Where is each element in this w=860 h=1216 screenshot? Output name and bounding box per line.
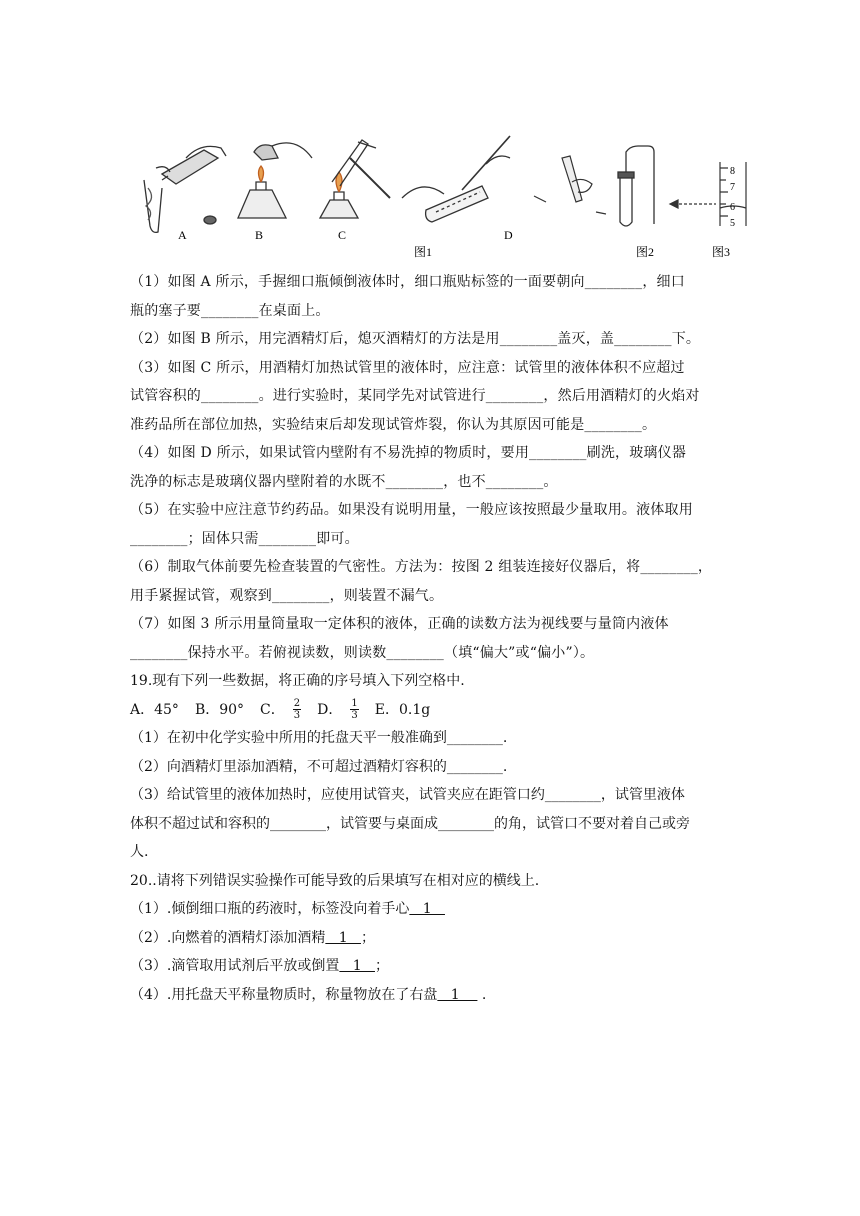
q18-line-8: 洗净的标志是玻璃仪器内壁附着的水既不________，也不________。 bbox=[130, 473, 558, 490]
option-e: E．0.1g bbox=[374, 701, 431, 718]
figure-1-caption: 图1 bbox=[414, 245, 433, 259]
option-c-label: C． bbox=[260, 701, 285, 718]
q20-item-4-text: （4）.用托盘天平称量物质时，称量物放在了右盘 bbox=[130, 986, 438, 1003]
fraction-two-thirds bbox=[293, 698, 301, 721]
fraction-numerator: 2 bbox=[293, 698, 301, 710]
question-text bbox=[130, 268, 740, 1009]
q20-item-4 bbox=[130, 981, 740, 1010]
q18-line-3: （2）如图 B 所示，用完酒精灯后，熄灭酒精灯的方法是用________盖灭，盖________下。 bbox=[130, 331, 701, 347]
q20-item-3 bbox=[130, 952, 740, 981]
q20-item-1 bbox=[130, 895, 740, 924]
figure-c-label: C bbox=[338, 228, 347, 242]
option-b: B．90° bbox=[194, 701, 245, 718]
answer-blank: 1 bbox=[339, 958, 375, 974]
q18-line-12: 用手紧握试管，观察到________，则装置不漏气。 bbox=[130, 587, 444, 604]
cylinder-tick-6: 6 bbox=[730, 202, 735, 213]
q20-item-2 bbox=[130, 924, 740, 953]
answer-blank: 1 bbox=[409, 901, 445, 917]
q20-item-1-text: （1）.倾倒细口瓶的药液时，标签没向着手心 bbox=[130, 901, 410, 917]
option-a: A．45° bbox=[130, 701, 179, 718]
q20-item-4-end: . bbox=[477, 986, 487, 1003]
q18-line-2: 瓶的塞子要________在桌面上。 bbox=[130, 302, 330, 319]
q19-line-3: （3）给试管里的液体加热时，应使用试管夹，试管夹应在距管口约________，试管里液体 bbox=[130, 787, 685, 803]
experiment-figures bbox=[126, 128, 751, 260]
q18-line-10: ________；固体只需________即可。 bbox=[130, 530, 359, 547]
option-d-label: D． bbox=[317, 701, 343, 718]
q19-options bbox=[130, 696, 740, 725]
q19-intro: 19.现有下列一些数据，将正确的序号填入下列空格中. bbox=[130, 673, 465, 689]
q19-line-4: 体积不超过试和容积的________，试管要与桌面成________的角，试管口不要对着自己或旁 bbox=[130, 815, 690, 832]
q20-item-3-text: （3）.滴管取用试剂后平放或倒置 bbox=[130, 958, 340, 974]
option-c bbox=[260, 696, 301, 725]
fraction-denominator: 3 bbox=[293, 710, 301, 722]
cylinder-tick-7: 7 bbox=[730, 182, 735, 193]
figure-d-label: D bbox=[504, 228, 513, 242]
q19-line-2: （2）向酒精灯里添加酒精，不可超过酒精灯容积的________. bbox=[130, 758, 508, 775]
q19-line-1: （1）在初中化学实验中所用的托盘天平一般准确到________. bbox=[130, 730, 508, 746]
figure-c-heating-tube bbox=[320, 140, 390, 218]
q18-line-4: （3）如图 C 所示，用酒精灯加热试管里的液体时，应注意：试管里的液体体积不应超过 bbox=[130, 359, 685, 376]
q18-line-7: （4）如图 D 所示，如果试管内壁附有不易洗掉的物质时，要用________刷洗，玻璃仪器 bbox=[130, 445, 687, 461]
cylinder-tick-8: 8 bbox=[730, 166, 735, 177]
fraction-denominator: 3 bbox=[351, 710, 358, 722]
q20-item-2-text: （2）.向燃着的酒精灯添加酒精 bbox=[130, 929, 326, 946]
q18-line-1: （1）如图 A 所示，手握细口瓶倾倒液体时，细口瓶贴标签的一面要朝向________，细口 bbox=[130, 274, 685, 290]
figure-a-label: A bbox=[178, 228, 187, 242]
q20-item-3-end: ； bbox=[374, 958, 389, 974]
fraction-one-third bbox=[350, 698, 358, 721]
figure-2-caption: 图2 bbox=[636, 245, 655, 259]
cylinder-tick-5: 5 bbox=[730, 218, 735, 229]
answer-blank: 1 bbox=[325, 929, 361, 946]
figure-a-pouring bbox=[144, 146, 226, 232]
q18-line-9: （5）在实验中应注意节约药品。如果没有说明用量，一般应该按照最少量取用。液体取用 bbox=[130, 502, 693, 518]
hand-holding-tube bbox=[534, 156, 606, 214]
figure-b-alcohol-lamp bbox=[238, 143, 312, 218]
q18-line-11: （6）制取气体前要先检查装置的气密性。方法为：按图 2 组装连接好仪器后，将________， bbox=[130, 559, 713, 575]
q18-line-14: ________保持水平。若俯视读数，则读数________（填“偏大”或“偏小”）。 bbox=[130, 644, 595, 661]
q19-line-5: 人. bbox=[130, 844, 149, 860]
figure-2-apparatus bbox=[618, 146, 654, 226]
q18-line-5: 试管容积的________。进行实验时，某同学先对试管进行________，然后用酒精灯的火焰对 bbox=[130, 388, 700, 404]
fraction-numerator: 1 bbox=[351, 698, 358, 710]
q18-line-6: 准药品所在部位加热，实验结束后却发现试管炸裂，你认为其原因可能是________。 bbox=[130, 416, 657, 433]
answer-blank: 1 bbox=[437, 986, 478, 1003]
figure-b-label: B bbox=[255, 228, 264, 242]
q20-item-2-end: ； bbox=[360, 929, 375, 946]
figure-3-caption: 图3 bbox=[712, 245, 731, 259]
option-d bbox=[317, 696, 359, 725]
q20-intro: 20..请将下列错误实验操作可能导致的后果填写在相对应的横线上. bbox=[130, 872, 540, 889]
figure-d-brushing-tube bbox=[402, 136, 510, 222]
q18-line-13: （7）如图 3 所示用量筒量取一定体积的液体，正确的读数方法为视线要与量筒内液体 bbox=[130, 616, 669, 632]
